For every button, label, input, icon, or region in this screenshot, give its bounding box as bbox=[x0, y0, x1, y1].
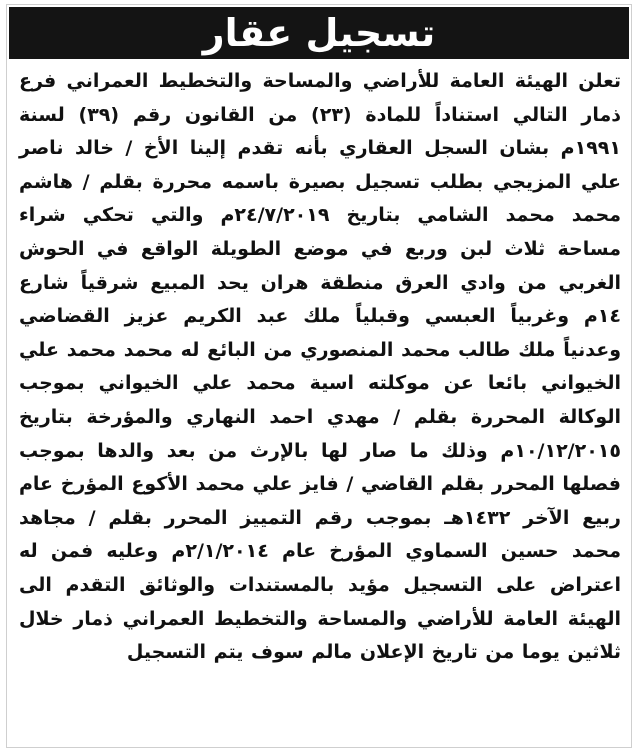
notice-title: تسجيل عقار bbox=[202, 11, 436, 55]
title-bar bbox=[9, 7, 629, 59]
notice-frame bbox=[6, 4, 632, 748]
notice-body: تعلن الهيئة العامة للأراضي والمساحة والتخطيط العمراني فرع ذمار التالي استناداً للمادة (٢٣) من القانون رقم (٣٩) لسنة ١٩٩١م بشان السجل العقاري بأنه تقدم إلينا الأخ / خالد ناصر علي المزيجي بطلب تسجيل بصيرة باسمه محررة بقلم / هاشم محمد محمد الشامي بتاريخ ٢٤/٧/٢٠١٩م والتي تحكي شراء مساحة ثلاث لبن وربع في موضع الطويلة الواقع في الحوش الغربي من وادي العرق منطقة هران يحد المبيع شرقياً شارع ١٤م وغربياً العبسي وقبلياً ملك عبد الكريم عزيز القضاضي وعدنياً ملك طالب محمد المنصوري من البائع له محمد محمد علي الخيواني بائعا عن موكلته اسية محمد علي الخيواني بموجب الوكالة المحررة بقلم / مهدي احمد النهاري والمؤرخة بتاريخ ١٠/١٢/٢٠١٥م وذلك ما صار لها بالإرث من بعد والدها بموجب فصلها المحرر بقلم القاضي / فايز علي محمد الأكوع المؤرخ عام ربيع الآخر ١٤٣٢هـ بموجب رقم التمييز المحرر بقلم / مجاهد محمد حسين السماوي المؤرخ عام ٢/١/٢٠١٤م وعليه فمن له اعتراض على التسجيل مؤيد بالمستندات والوثائق التقدم الى الهيئة العامة للأراضي والمساحة والتخطيط العمراني ذمار خلال ثلاثين يوما من تاريخ الإعلان مالم سوف يتم التسجيل bbox=[19, 70, 621, 664]
